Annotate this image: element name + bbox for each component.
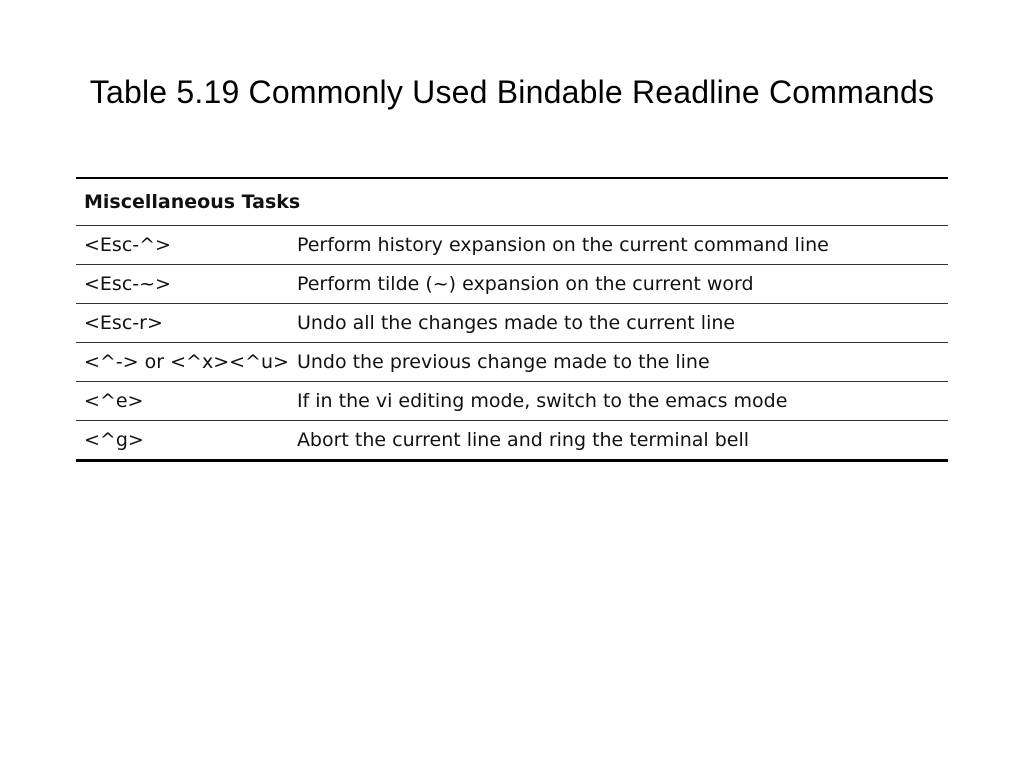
command-key: <^e> [76,382,289,421]
command-key: <Esc-~> [76,265,289,304]
commands-table-container [76,177,948,462]
slide-title: Table 5.19 Commonly Used Bindable Readline Commands [89,74,935,110]
section-header: Miscellaneous Tasks [76,178,948,226]
command-description: Abort the current line and ring the terminal bell [289,421,948,461]
table-row [76,226,948,265]
command-key: <^-> or <^x><^u> [76,343,289,382]
command-key: <^g> [76,421,289,461]
command-key: <Esc-^> [76,226,289,265]
readline-commands-table [76,177,948,462]
table-row [76,304,948,343]
command-description: If in the vi editing mode, switch to the emacs mode [289,382,948,421]
command-description: Perform tilde (~) expansion on the current word [289,265,948,304]
table-row [76,343,948,382]
table-row [76,421,948,461]
command-description: Perform history expansion on the current command line [289,226,948,265]
table-row [76,265,948,304]
table-header-row [76,178,948,226]
command-key: <Esc-r> [76,304,289,343]
command-description: Undo the previous change made to the line [289,343,948,382]
command-description: Undo all the changes made to the current line [289,304,948,343]
table-row [76,382,948,421]
